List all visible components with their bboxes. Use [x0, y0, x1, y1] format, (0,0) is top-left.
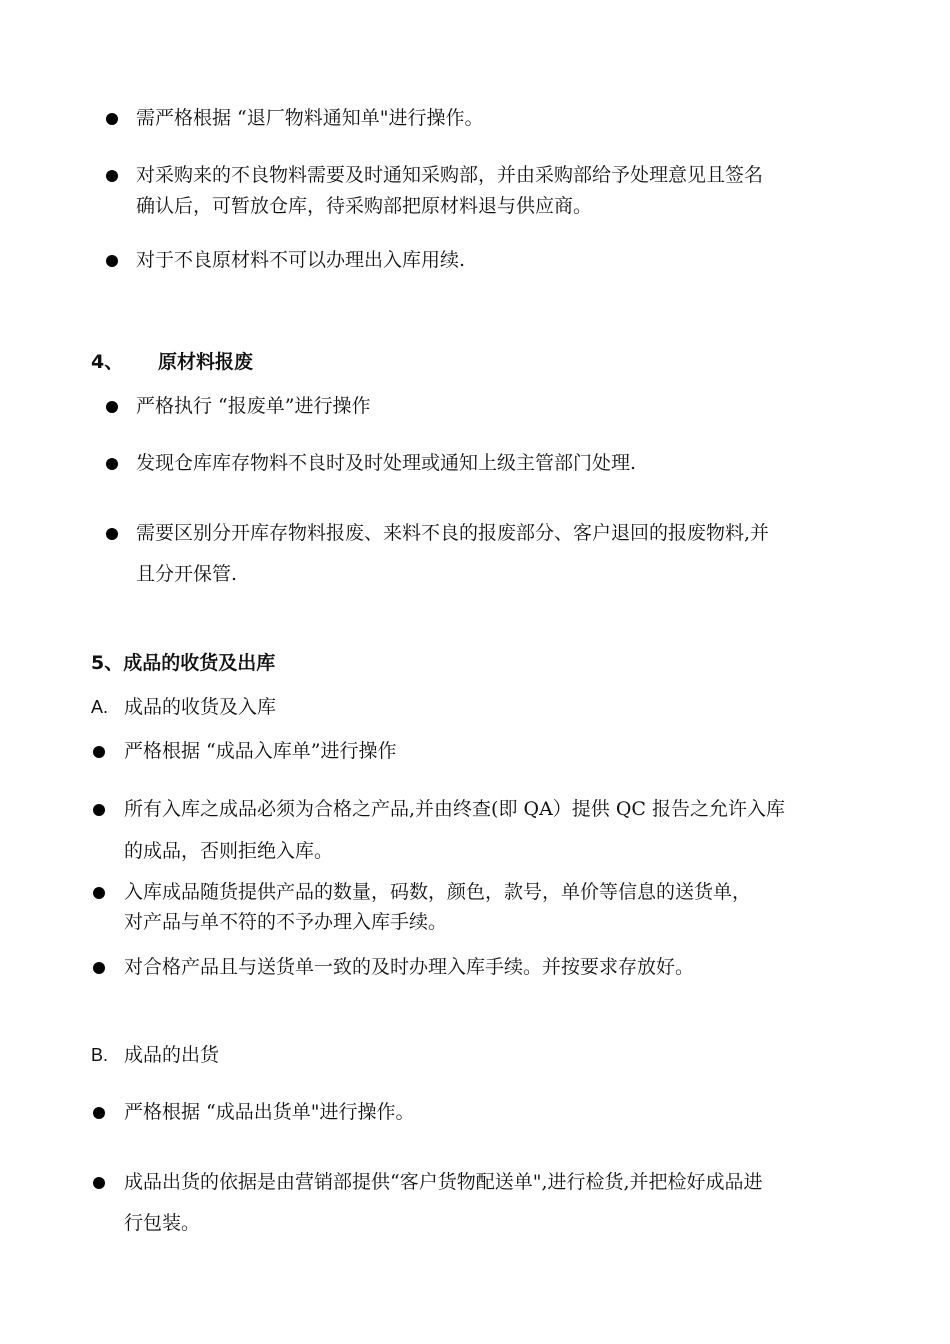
list-item-text: 严格根据 “成品入库单”进行操作 — [124, 740, 397, 762]
list-item-text: 对合格产品且与送货单一致的及时办理入库手续。并按要求存放好。 — [124, 956, 695, 978]
list-item-text: 成品出货的依据是由营销部提供“客户货物配送单",进行检货,并把检好成品进 — [124, 1171, 763, 1193]
bullet-icon — [93, 887, 105, 899]
bullet-icon — [93, 1107, 105, 1119]
list-item-text: 需严格根据 “退厂物料通知单"进行操作。 — [136, 107, 484, 129]
bullet-icon — [106, 113, 118, 125]
list-item-text: 入库成品随货提供产品的数量，码数，颜色，款号，单价等信息的送货单， — [124, 881, 752, 903]
list-item-text: 需要区别分开库存物料报废、来料不良的报废部分、客户退回的报废物料,并 — [136, 522, 770, 544]
subsection-title: 成品的出货 — [124, 1044, 220, 1066]
bullet-icon — [106, 170, 118, 182]
list-item-text: 行包装。 — [124, 1212, 201, 1234]
bullet-icon — [106, 528, 118, 540]
bullet-icon — [106, 458, 118, 470]
bullet-icon — [93, 962, 105, 974]
list-item-text: 对产品与单不符的不予办理入库手续。 — [124, 911, 448, 933]
bullet-icon — [106, 401, 118, 413]
list-item-text: 严格执行 “报废单”进行操作 — [136, 395, 371, 417]
subsection-title: 成品的收货及入库 — [124, 696, 277, 718]
list-item-text: 对采购来的不良物料需要及时通知采购部，并由采购部给予处理意见且签名 — [136, 164, 764, 186]
subsection-letter: B. — [91, 1045, 109, 1065]
bullet-icon — [93, 746, 105, 758]
bullet-icon — [93, 1177, 105, 1189]
list-item-text: 发现仓库库存物料不良时及时处理或通知上级主管部门处理. — [136, 452, 637, 474]
list-item-text: 严格根据 “成品出货单"进行操作。 — [124, 1101, 415, 1123]
bullet-icon — [106, 255, 118, 267]
section-number: 4、 — [91, 351, 124, 373]
bullet-icon — [93, 804, 105, 816]
list-item-text: 对于不良原材料不可以办理出入库用续. — [136, 249, 466, 271]
list-item-text: 且分开保管. — [136, 563, 238, 585]
list-item-text: 确认后，可暂放仓库，待采购部把原材料退与供应商。 — [136, 195, 593, 217]
list-item-text: 的成品，否则拒绝入库。 — [124, 840, 334, 862]
section-title: 5、成品的收货及出库 — [91, 652, 276, 674]
section-title: 原材料报废 — [158, 351, 254, 373]
list-item-text: 所有入库之成品必须为合格之产品,并由终查(即 QA）提供 QC 报告之允许入库 — [124, 798, 785, 820]
subsection-letter: A. — [91, 697, 109, 717]
